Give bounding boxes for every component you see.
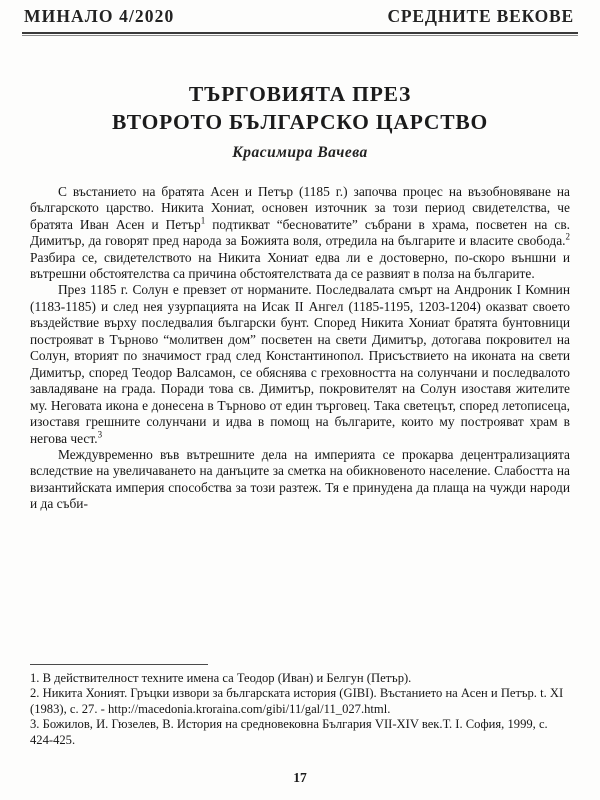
footnote-item: 1. В действителност техните имена са Теодор (Иван) и Белгун (Петър). [30,670,412,685]
body-paragraph-1 [30,184,570,283]
header-rule [22,32,578,34]
body-paragraph-3: Междувременно във вътрешните дела на империята се прокарва децентрализацията вследствие на увеличаването на данъците за сметка на обикновеното население. Слабостта на византийската империя способства за този разтеж. Тя е принудена да плаща на чужди народи и да съби- [30,447,570,512]
footnote-ref-1[interactable]: 1 [200,215,206,226]
paragraph-1-part-2: подтикват “беснoватите” събрани в храма, посветен на св. Димитър, да говорят пред народа за Божията воля, отредила на българите и власите свобода. [30,216,570,249]
article-author: Красимира Вачева [232,143,368,161]
footnote-ref-3[interactable]: 3 [97,429,103,440]
article-title-line-1: ТЪРГОВИЯТА ПРЕЗ [188,82,412,106]
footnote-item: 2. Никита Хоният. Гръцки извори за българската история (GIBI). Въстанието на Асен и Петър. t. XI (1983), с. 27. - http://macedonia.kroraina.com/gibi/11/gal/11_027.html. [30,686,564,716]
page-title [40,80,560,137]
title-block [0,80,600,162]
running-head [0,0,600,29]
article-body [30,184,570,513]
article-title-line-2: ВТОРОТО БЪЛГАРСКО ЦАРСТВО [111,110,489,135]
paragraph-2-text: През 1185 г. Солун е превзет от норманите. Последвалата смърт на Андроник I Комнин (1183-1185) и след нея узурпацията на Исак II Ангел (1185-1195, 1203-1204) оказват своето въздействие върху последвалия български бунт. Според Никита Хониат братята бунтовници построяват в Търново “молитвен дом” посветен на свети Димитър, дотогава покровител на Солун, вторият по значимост град след Константинопол. Присъствието на иконата на свети Димитър, според Теодор Валсамон, се обяснява с греховността на солунчани и последвалото завладяване на града. Поради това св. Димитър, покровителят на Солун изоставя жителите му. Неговата икона е донесена в Търново от един търговец. Така светецът, според летописеца, изоставя грешните солунчани и идва в помощ на българите, които му построяват храм в негова чест. [30,282,570,446]
paragraph-1-part-1: С въстанието на братята Асен и Петър (1185 г.) започва процес на възобновяване на българското царство. Никита Хониат, основен източник за този период свидетелства, че братята Иван Асен и Петър [30,183,570,232]
page-number: 17 [293,770,307,785]
header-rule-thin [22,35,578,36]
footnote-item: 3. Божилов, И. Гюзелев, В. История на средновековна България VII-XIV век.Т. I. София, 1999, с. 424-425. [30,717,548,747]
body-paragraph-2 [30,282,570,447]
footnote-separator-rule [30,664,208,665]
footnote-ref-2[interactable]: 2 [565,231,570,242]
paragraph-1-part-3: Разбира се, свидетелството на Никита Хониат едва ли е достоверно, по-скоро външни и вътрешни обстоятелства са причина обстоятелствата да се развият в полза на българите. [30,249,570,282]
footnotes-section [30,664,570,748]
footnote-list [30,671,570,748]
running-head-right: СРЕДНИТЕ ВЕКОВЕ [387,6,574,26]
running-head-left: МИНАЛО 4/2020 [24,6,175,26]
